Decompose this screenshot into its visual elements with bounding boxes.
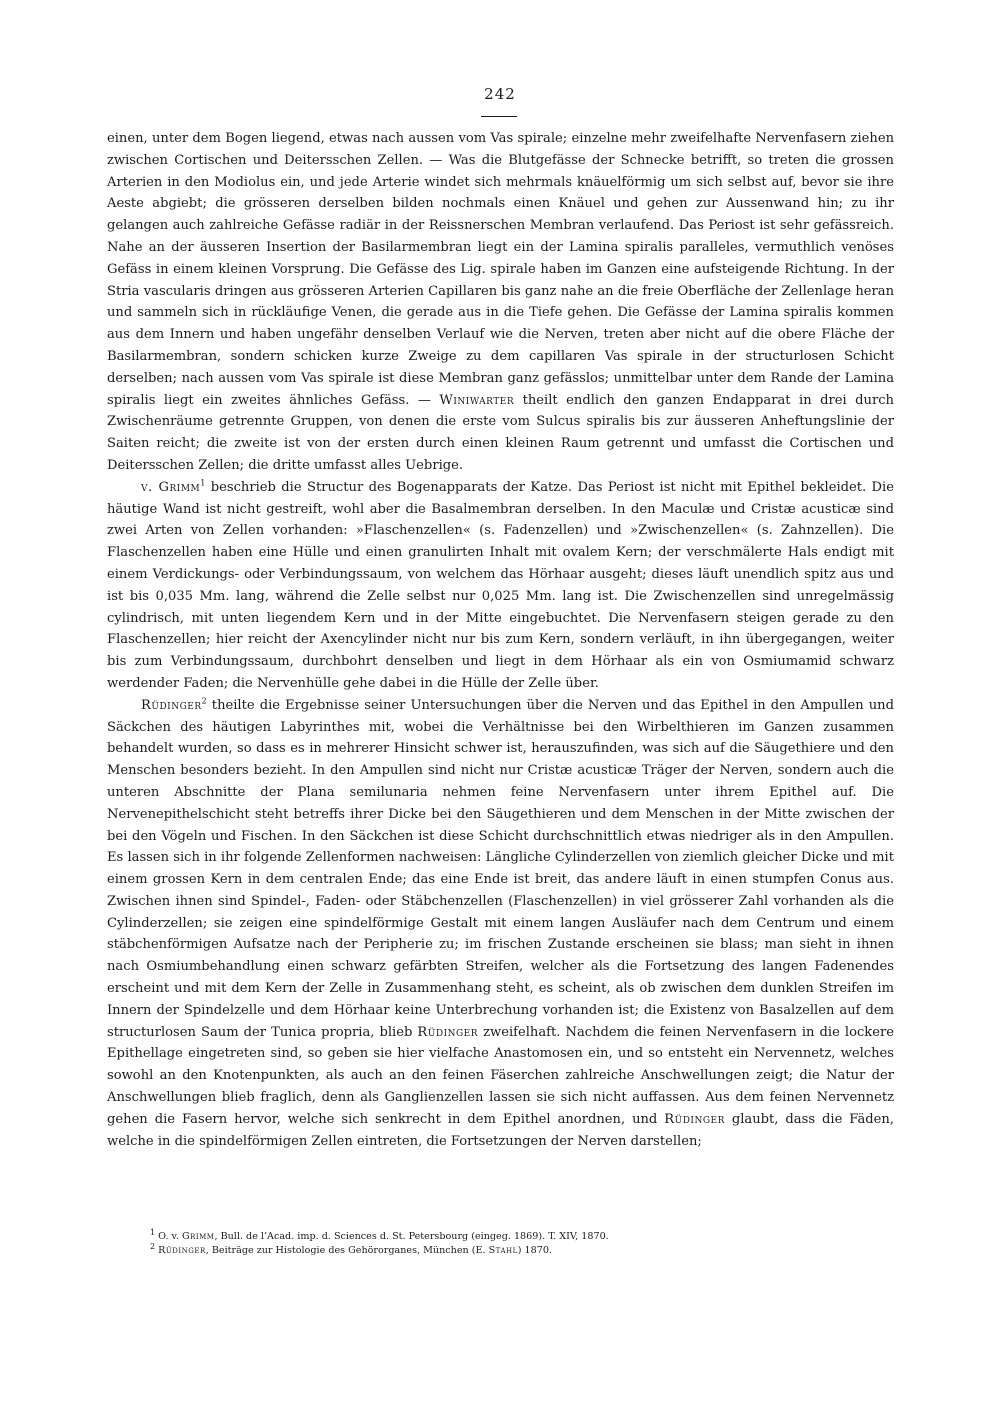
author-name: Stahl (488, 1245, 518, 1256)
text-run: theilte die Ergebnisse seiner Untersuchungen über die Nerven und das Epithel in den Ampullen und Säckchen des häutigen Labyrinthes mit, wobei die Verhältnisse bei den Wirbelthieren im Ganzen zusammen behandelt wurden, so dass es in mehrerer Hinsicht schwer ist, herauszufinden, was sich auf die Säugethiere und den Menschen besonders bezieht. In den Ampullen sind nicht nur Cristæ acusticæ Träger der Nerven, sondern auch die unteren Abschnitte der Plana semilunaria nehmen feine Nervenfasern unter ihrem Epithel auf. Die Nervenepithelschicht steht betreffs ihrer Dicke bei den Säugethieren und dem Menschen in der Mitte zwischen der bei den Vögeln und Fischen. In den Säckchen ist diese Schicht durchschnittlich etwas niedriger als in den Ampullen. Es lassen sich in ihr folgende Zellenformen nachweisen: Längliche Cylinderzellen von ziemlich gleicher Dicke und mit einem grossen Kern in dem centralen Ende; das eine Ende ist breit, das andere läuft in einen stumpfen Conus aus. Zwischen ihnen sind Spindel-, Faden- oder Stäbchenzellen (Flaschenzellen) in viel grösserer Zahl vorhanden als die Cylinderzellen; sie zeigen eine spindelförmige Gestalt mit einem langen Ausläufer nach dem Centrum und einem stäbchenförmigen Aufsatze nach der Peripherie zu; im frischen Zustande erscheinen sie blass; man sieht in ihnen nach Osmiumbehandlung einen schwarz gefärbten Streifen, welcher als die Fortsetzung des langen Fadenendes erscheint und mit dem Kern der Zelle in Zusammenhang steht, es scheint, als ob zwischen dem dunklen Streifen im Innern der Spindelzelle und dem Hörhaar keine Unterbrechung vorhanden ist; die Existenz von Basalzellen auf dem structurlosen Saum der Tunica propria, blieb (107, 697, 894, 1040)
author-name: Rüdinger (158, 1245, 206, 1256)
text-run: ) 1870. (517, 1245, 553, 1256)
text-run: einen, unter dem Bogen liegend, etwas nach aussen vom Vas spirale; einzelne mehr zweifelhafte Nervenfasern ziehen zwischen Cortischen und Deitersschen Zellen. — Was die Blutgefässe der Schnecke betrifft, so treten die grossen Arterien in den Modiolus ein, und jede Arterie windet sich mehrmals knäuelförmig um sich selbst auf, bevor sie ihre Aeste abgiebt; die grösseren derselben bilden nochmals einen Knäuel und gehen zur Aussenwand hin; zu ihr gelangen auch zahlreiche Gefässe radiär in der Reissnerschen Membran verlaufend. Das Periost ist sehr gefässreich. Nahe an der äusseren Insertion der Basilarmembran liegt ein der Lamina spiralis paralleles, vermuthlich venöses Gefäss in einem kleinen Vorsprung. Die Gefässe des Lig. spirale haben im Ganzen eine aufsteigende Richtung. In der Stria vascularis dringen aus grösseren Arterien Capillaren bis ganz nahe an die freie Oberfläche der Zellenlage heran und sammeln sich in rückläufige Venen, die gerade aus in die Tiefe gehen. Die Gefässe der Lamina spiralis kommen aus dem Innern und haben ungefähr denselben Verlauf wie die Nerven, treten aber nicht auf die obere Fläche der Basilarmembran, sondern schicken kurze Zweige zu dem capillaren Vas spirale in der structurlosen Schicht derselben; nach aussen vom Vas spirale ist diese Membran ganz gefässlos; unmittelbar unter dem Rande der Lamina spiralis liegt ein zweites ähnliches Gefäss. — (107, 131, 894, 408)
text-run: , Bull. de l’Acad. imp. d. Sciences d. St. Petersbourg (eingeg. 1869). T. XIV, 1870. (214, 1231, 609, 1242)
text-run: O. v. (155, 1231, 182, 1242)
footnotes (150, 1227, 870, 1258)
text-run: zweifelhaft. Nachdem die feinen Nervenfasern in die lockere Epithellage eingetreten sind, so geben sie hier vielfache Anastomosen ein, und so entsteht ein Nervennetz, welches sowohl an den Knotenpunkten, als auch an den feinen Fäserchen zahlreiche Anschwellungen zeigt; die Natur der Anschwellungen blieb fraglich, denn als Ganglienzellen lassen sie sich nicht auffassen. Aus dem feinen Nervennetz gehen die Fasern hervor, welche sich senkrecht in dem Epithel anordnen, und (107, 1024, 894, 1127)
page-number-rule (481, 116, 517, 117)
footnote-2 (150, 1241, 870, 1258)
author-name: Rüdinger (664, 1111, 725, 1127)
page-number: 242 (484, 85, 516, 103)
footnote-marker: 1 (150, 1227, 156, 1237)
author-name: Rüdinger (141, 697, 202, 713)
author-name: Winiwarter (439, 392, 515, 408)
author-name: Rüdinger (417, 1024, 479, 1040)
text-run: , Beiträge zur Histologie des Gehörorganes, München (E. (205, 1245, 489, 1256)
text-run: beschrieb die Structur des Bogenapparats der Katze. Das Periost ist nicht mit Epithel bekleidet. Die häutige Wand ist nicht gestreift, wohl aber die Basalmembran derselben. In den Maculæ und Cristæ acusticæ sind zwei Arten von Zellen vorhanden: »Flaschenzellen« (s. Fadenzellen) und »Zwischenzellen« (s. Zahnzellen). Die Flaschenzellen haben eine Hülle und einen granulirten Inhalt mit ovalem Kern; der verschmälerte Hals endigt mit einem Verdickungs- oder Verbindungssaum, von welchem das Hörhaar ausgeht; dieses läuft unendlich spitz aus und ist bis 0,035 Mm. lang, während die Zelle selbst nur 0,025 Mm. lang ist. Die Zwischenzellen sind unregelmässig cylindrisch, mit unten liegendem Kern und in der Mitte eingebuchtet. Die Nervenfasern steigen gerade zu den Flaschenzellen; hier reicht der Axencylinder nicht nur bis zum Kern, sondern verläuft, in ihn übergegangen, weiter bis zum Verbindungssaum, durchbohrt denselben und liegt in dem Hörhaar als ein von Osmiumamid schwarz werdender Faden; die Nervenhülle gehe dabei in die Hülle der Zelle über. (107, 479, 894, 691)
text-run: theilt endlich den ganzen Endapparat in drei durch Zwischenräume getrennte Gruppen, von denen die erste vom Sulcus spiralis bis zur äusseren Anheftungslinie der Saiten reicht; die zweite ist von der ersten durch einen kleinen Raum getrennt und umfasst die Cortischen und Deitersschen Zellen; die dritte umfasst alles Uebrige. (107, 392, 894, 473)
footnote-marker: 2 (201, 696, 207, 706)
footnote-marker: 2 (150, 1241, 156, 1251)
main-text (107, 128, 894, 1152)
paragraph-p1 (107, 128, 894, 477)
footnote-marker: 1 (200, 478, 206, 488)
author-name: v. Grimm (141, 479, 201, 495)
footnote-1 (150, 1227, 870, 1244)
paragraph-p3 (107, 695, 894, 1153)
author-name: Grimm (181, 1231, 215, 1242)
text-run: glaubt, dass die Fäden, welche in die spindelförmigen Zellen eintreten, die Fortsetzungen der Nerven darstellen; (107, 1111, 894, 1149)
paragraph-p2 (107, 477, 894, 695)
